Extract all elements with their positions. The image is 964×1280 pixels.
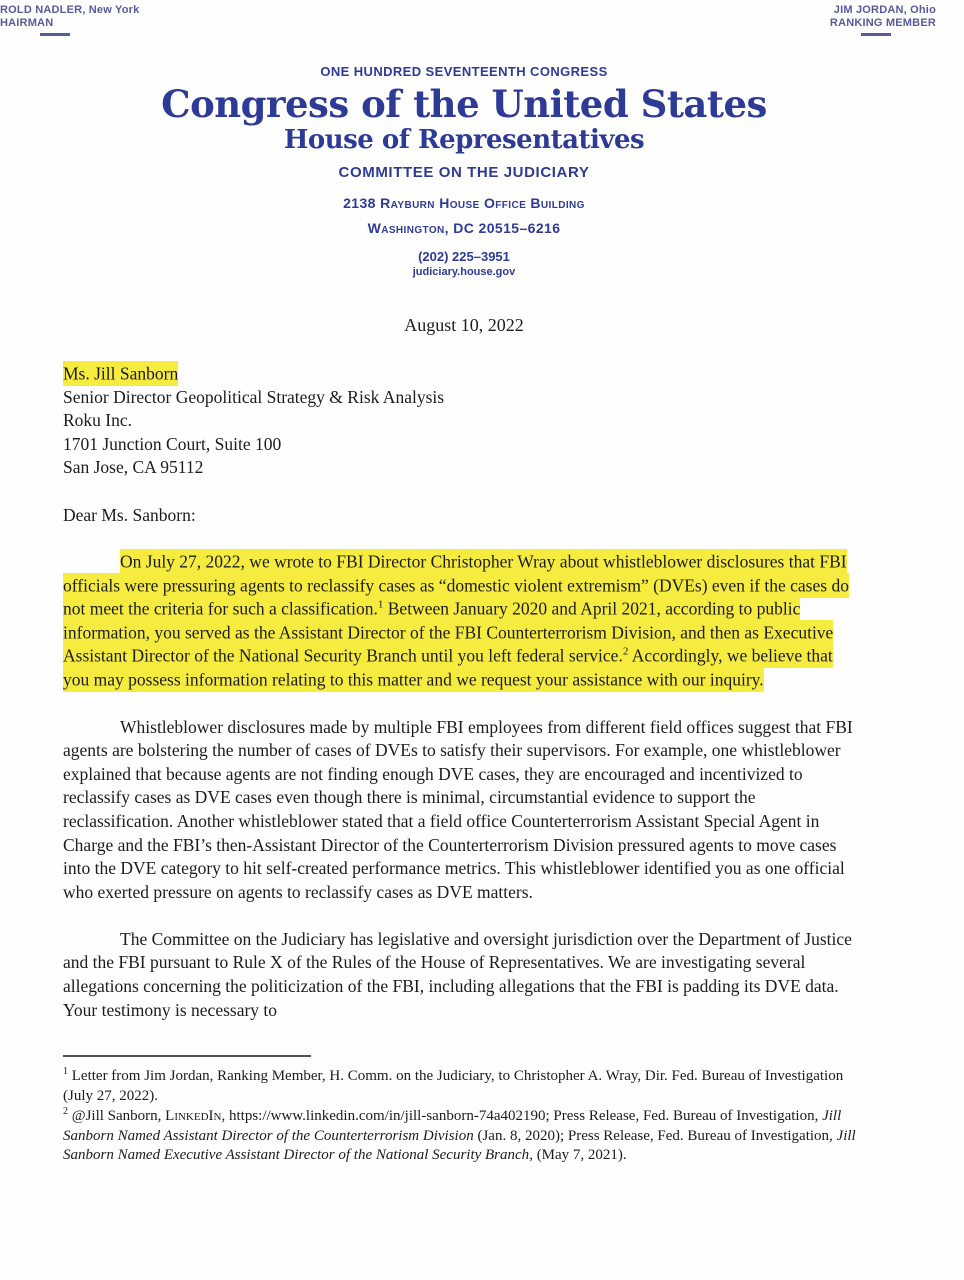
paragraph-1-highlight <box>63 549 849 692</box>
congress-title: Congress of the United States <box>161 82 767 126</box>
paragraph-1 <box>63 551 860 693</box>
footnote-2-cite-2: Jill Sanborn Named Executive Assistant Director of the National Security Branch <box>63 1127 856 1164</box>
footnote-2-text-d: , (May 7, 2021). <box>529 1147 627 1164</box>
footnote-separator <box>63 1055 311 1057</box>
recipient-name <box>63 362 964 386</box>
chairman-role: HAIRMAN <box>0 17 54 29</box>
salutation: Dear Ms. Sanborn: <box>63 504 196 525</box>
ranking-member-block <box>830 4 936 36</box>
recipient-name-highlight: Ms. Jill Sanborn <box>63 361 178 386</box>
recipient-street: 1701 Junction Court, Suite 100 <box>63 433 282 454</box>
recipient-block <box>63 362 964 480</box>
footnote-2-marker: 2 <box>63 1105 68 1117</box>
footnote-ref-1: 1 <box>377 598 384 611</box>
chairman-name: ROLD NADLER, New York <box>0 4 140 16</box>
committee-website: judiciary.house.gov <box>412 266 516 278</box>
committee-address: 2138 Rayburn House Office Building <box>343 195 585 211</box>
ranking-member-rule <box>861 33 891 36</box>
paragraph-3: The Committee on the Judiciary has legislative and oversight jurisdiction over the Department of Justice and the FBI pursuant to Rule X of the Rules of the House of Representatives. We are investigating several allegations concerning the politicization of the FBI, including allegations that the FBI is padding its DVE data. Your testimony is necessary to <box>63 928 852 1020</box>
footnote-1-text: Letter from Jim Jordan, Ranking Member, H. Comm. on the Judiciary, to Christopher A. Wray, Dir. Fed. Bureau of Investigation (July 27, 2022). <box>63 1068 844 1104</box>
footnote-2-linkedin: LinkedIn <box>165 1107 222 1124</box>
footnote-1 <box>63 1067 863 1107</box>
footnote-1-marker: 1 <box>63 1066 68 1078</box>
footnote-2-text-c: (Jan. 8, 2020); Press Release, Fed. Bureau of Investigation, <box>473 1127 837 1144</box>
recipient-city: San Jose, CA 95112 <box>63 457 204 477</box>
footnote-2-text-a: @Jill Sanborn, <box>68 1107 166 1124</box>
footnote-2-text-b: , https://www.linkedin.com/in/jill-sanborn-74a402190; Press Release, Fed. Bureau of Investigation, <box>221 1107 823 1124</box>
recipient-title: Senior Director Geopolitical Strategy & Risk Analysis <box>63 386 445 407</box>
paragraph-1-text-b: Between January 2020 and April 2021, according to public information, you served as the Assistant Director of the FBI Counterterrorism Division, and then as Executive Assistant Director of the National Security Branch until you left federal service. <box>63 598 834 666</box>
paragraph-1-text-c: Accordingly, we believe that you may possess information relating to this matter and we request your assistance with our inquiry. <box>63 645 833 690</box>
congress-session-line: ONE HUNDRED SEVENTEENTH CONGRESS <box>320 64 608 79</box>
footnote-2 <box>63 1107 863 1166</box>
chairman-block <box>0 4 139 36</box>
house-title: House of Representatives <box>283 125 645 155</box>
chairman-rule <box>40 33 70 36</box>
footnote-ref-2: 2 <box>622 646 629 659</box>
footnote-2-cite-1: Jill Sanborn Named Assistant Director of the Counterterrorism Division <box>63 1107 842 1144</box>
ranking-member-role: RANKING MEMBER <box>829 17 936 29</box>
recipient-company: Roku Inc. <box>63 410 133 430</box>
committee-city: Washington, DC 20515–6216 <box>367 220 561 236</box>
letterhead <box>0 0 928 278</box>
footnotes <box>63 1067 863 1166</box>
letter-body <box>63 551 860 1023</box>
paragraph-2: Whistleblower disclosures made by multiple FBI employees from different field offices suggest that FBI agents are bolstering the number of cases of DVEs to satisfy their supervisors. For example, one whistleblower explained that because agents are not finding enough DVE cases, they are encouraged and incentivized to reclassify cases as DVE cases even though there is minimal, circumstantial evidence to support the reclassification. Another whistleblower stated that a field office Counterterrorism Assistant Special Agent in Charge and the FBI’s then-Assistant Director of the Counterterrorism Division pressured agents to move cases into the DVE category to hit self-created performance metrics. This whistleblower identified you as one official who exerted pressure on agents to reclassify cases as DVE matters. <box>63 716 853 902</box>
letter-date: August 10, 2022 <box>404 315 524 335</box>
committee-name: COMMITTEE ON THE JUDICIARY <box>338 164 590 181</box>
paragraph-1-text-a: On July 27, 2022, we wrote to FBI Director Christopher Wray about whistleblower disclosures that FBI officials were pressuring agents to reclassify cases as “domestic violent extremism” (DVEs) even if the cases do not meet the criteria for such a classification. <box>63 551 849 619</box>
ranking-member-name: JIM JORDAN, Ohio <box>833 4 936 16</box>
committee-phone: (202) 225–3951 <box>418 249 510 264</box>
